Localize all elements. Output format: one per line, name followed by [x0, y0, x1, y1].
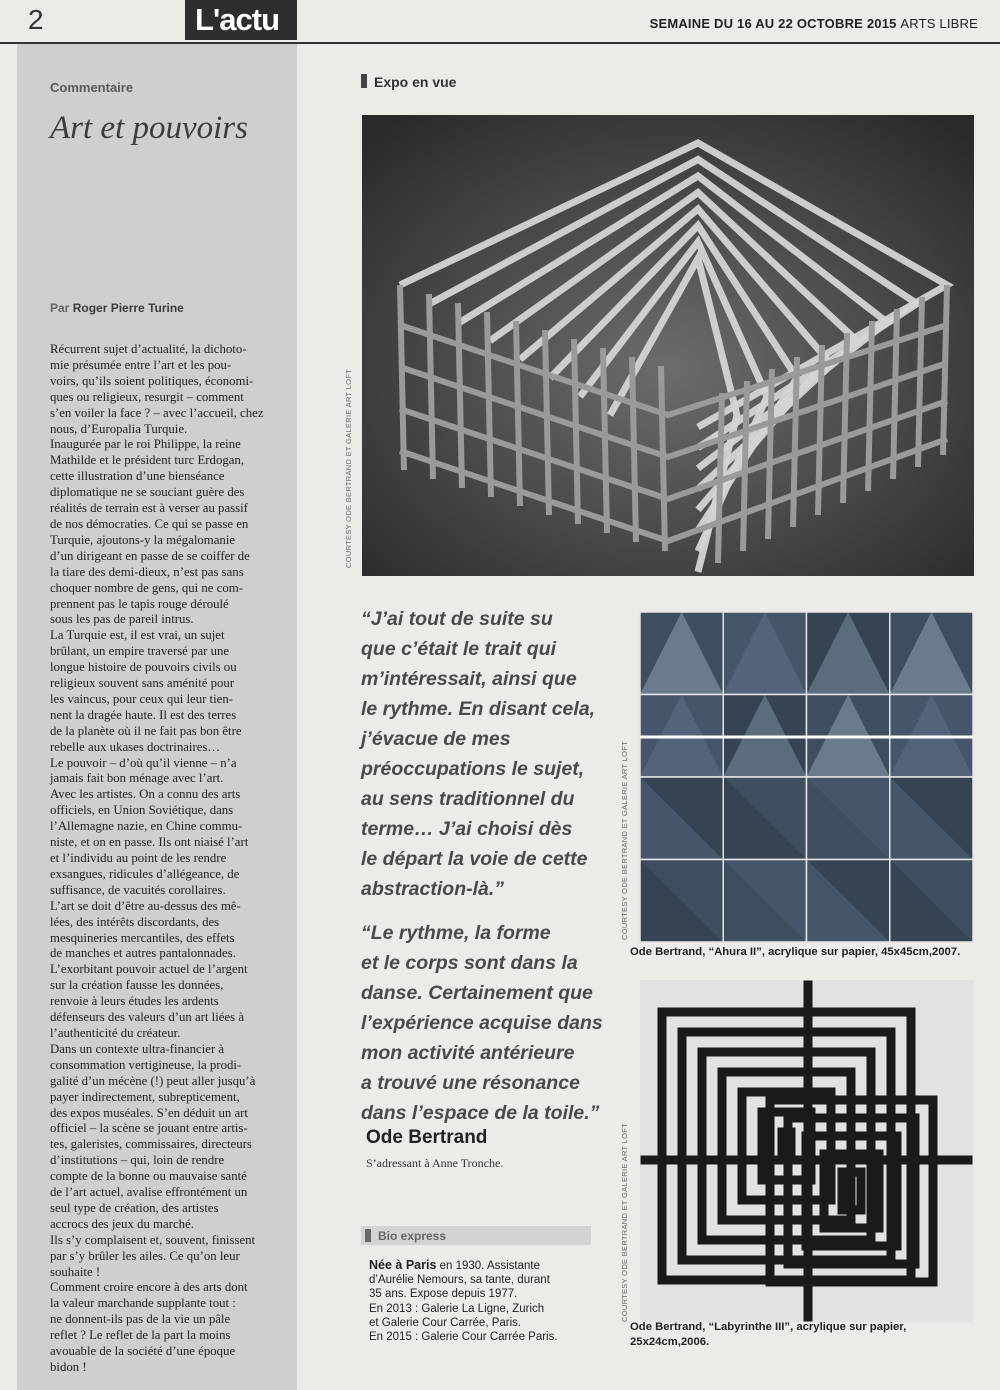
body-line: ne donnent-ils pas de la vie un pâle	[50, 1312, 231, 1327]
body-line: l’Allemagne nazie, en Chine commu-	[50, 819, 243, 834]
body-line: cette illustration d’une bienséance	[50, 469, 225, 484]
body-line: réalités de terrain est à verser au passif	[50, 501, 248, 516]
body-line: d’un dirigeant en passe de se coiffer de	[50, 548, 250, 563]
body-line: exsangues, ridicules d’allégeance, de	[50, 866, 240, 881]
sculpture-photo	[362, 115, 974, 576]
body-line: diplomatique ne se souciant guère des	[50, 485, 245, 500]
body-line: tes, galeristes, commissaires, directeurs	[50, 1137, 252, 1152]
body-line: rebelle aux ukases doctrinaires…	[50, 739, 221, 754]
body-line: voirs, qu’ils soient politiques, économi-	[50, 373, 254, 388]
body-line: l’authenticité du créateur.	[50, 1025, 181, 1040]
caption-line: 25x24cm,2006.	[630, 1336, 710, 1348]
painting-labyrinthe-iii	[640, 980, 973, 1322]
quote-one	[361, 604, 611, 904]
bio-line: d’Aurélie Nemours, sa tante, durant	[369, 1274, 550, 1287]
body-line: payer indirectement, subrepticement,	[50, 1089, 240, 1104]
body-line: s’en voiler la face ? – avec l’accueil, chez	[50, 405, 264, 420]
body-line: bidon !	[50, 1360, 87, 1374]
quote-line: que c’était le trait qui	[361, 638, 557, 660]
bio-line: et Galerie Cour Carrée, Paris.	[369, 1316, 522, 1329]
body-line: compte de la bonne ou mauvaise santé	[50, 1169, 247, 1184]
body-line: par s’y brûler les ailes. Ce qu’on leur	[50, 1248, 240, 1263]
painting-labyrinthe-caption	[630, 1320, 906, 1350]
sculpture-image	[362, 115, 974, 576]
quote-line: m’intéressait, ainsi que	[361, 668, 577, 690]
commentary-column	[17, 44, 297, 1390]
photo-credit: COURTESY ODE BERTRAND ET GALERIE ART LOFT	[620, 1122, 629, 1322]
expo-section-header	[361, 74, 456, 90]
body-line: Récurrent sujet d’actualité, la dichoto-	[50, 342, 247, 356]
page-number: 2	[28, 4, 44, 35]
quote-line: le rythme. En disant cela,	[361, 698, 596, 720]
body-line: galité d’un mécène (!) peut aller jusqu’à	[50, 1073, 256, 1088]
body-line: La Turquie est, il est vrai, un sujet	[50, 628, 225, 643]
body-line: souhaite !	[50, 1264, 101, 1279]
body-line: de manches et autres pantalonnades.	[50, 946, 236, 961]
body-line: longue histoire de pouvoirs civils ou	[50, 660, 237, 675]
body-line: religieux souvent sans aménité pour	[50, 676, 235, 691]
section-tab	[185, 0, 297, 40]
body-line: sur la création fausse les données,	[50, 978, 224, 993]
quote-line: a trouvé une résonance	[361, 1072, 580, 1094]
byline	[50, 301, 184, 315]
quote-line: au sens traditionnel du	[361, 788, 575, 810]
painting-ahura-image	[640, 612, 973, 942]
bio-line: 35 ans. Expose depuis 1977.	[369, 1288, 518, 1301]
body-line: officiels, en Union Soviétique, dans	[50, 803, 234, 818]
body-line: et l’individu au point de les rendre	[50, 851, 227, 865]
quote-two	[361, 918, 611, 1128]
body-line: choquer nombre de gens, qui ne com-	[50, 580, 243, 595]
body-line: Avec les artistes. On a connu des arts	[50, 787, 241, 802]
body-line: défenseurs des valeurs d’un art liées à	[50, 1010, 245, 1025]
quote-addressee: S’adressant à Anne Tronche.	[366, 1156, 504, 1170]
body-line: les vaincus, pour ceux qui leur tien-	[50, 691, 234, 706]
bio-line	[369, 1258, 594, 1273]
body-line: de la planète où il ne fait pas bon être	[50, 723, 242, 738]
photo-credit: COURTESY ODE BERTRAND ET GALERIE ART LOFT	[344, 368, 353, 568]
quote-line: “J’ai tout de suite su	[361, 608, 553, 630]
edition-date: SEMAINE DU 16 AU 22 OCTOBRE 2015	[649, 16, 897, 31]
quote-line: j’évacue de mes	[361, 728, 511, 750]
body-line: des expos muséales. S’en déduit un art	[50, 1105, 248, 1120]
body-line: reflet ? Le reflet de la part la moins	[50, 1328, 231, 1343]
body-line: consommation vertigineuse, la prodi-	[50, 1057, 242, 1072]
body-line: nent la dragée haute. Il est des terres	[50, 707, 237, 722]
section-marker-icon	[365, 1229, 371, 1242]
section-title: L'actu	[195, 2, 280, 37]
body-line: Dans un contexte ultra-financier à	[50, 1041, 225, 1056]
body-line: Ils s’y complaisent et, souvent, finissent	[50, 1232, 256, 1247]
caption-line: Ode Bertrand, “Labyrinthe III”, acrylique sur papier,	[630, 1321, 907, 1333]
photo-credit: COURTESY ODE BERTRAND ET GALERIE ART LOFT	[620, 740, 629, 940]
body-line: Turquie, ajoutons-y la mégalomanie	[50, 532, 236, 547]
body-line: brûlant, un empire traversé par une	[50, 644, 230, 659]
body-line: la tiare des demi-dieux, n’est pas sans	[50, 564, 244, 579]
bio-header	[361, 1226, 591, 1245]
body-line: niste, et on en passe. Ils ont niaisé l’art	[50, 835, 249, 850]
bio-line: En 2015 : Galerie Cour Carrée Paris.	[369, 1331, 558, 1344]
byline-name: Roger Pierre Turine	[72, 301, 184, 315]
body-line: L’exorbitant pouvoir actuel de l’argent	[50, 962, 248, 977]
page-header	[0, 0, 1000, 44]
quote-line: mon activité antérieure	[361, 1042, 575, 1064]
quote-line: “Le rythme, la forme	[361, 922, 551, 944]
bio-label: Bio express	[378, 1229, 447, 1243]
body-line: d’institutions – qui, loin de rendre	[50, 1153, 225, 1168]
body-line: officiel – la scène se jouant entre artis-	[50, 1121, 248, 1136]
painting-ahura-ii	[640, 612, 973, 942]
section-marker-icon	[361, 74, 367, 88]
body-line: prennent pas le tapis rouge déroulé	[50, 596, 229, 611]
bio-line-text: en 1930. Assistante	[436, 1260, 540, 1272]
expo-section-label: Expo en vue	[374, 74, 457, 90]
bio-born: Née à Paris	[369, 1258, 437, 1272]
painting-labyrinthe-image	[640, 980, 973, 1322]
body-line: Le pouvoir – d’où qu’il vienne – n’a	[50, 755, 237, 770]
quote-line: préoccupations le sujet,	[361, 758, 585, 780]
body-line: la valeur marchande supplante tout :	[50, 1296, 236, 1311]
quote-line: dans l’espace de la toile.”	[361, 1102, 600, 1124]
bio-line: En 2013 : Galerie La Ligne, Zurich	[369, 1302, 545, 1315]
body-line: mie présumée entre l’art et les pou-	[50, 357, 232, 372]
body-line: Mathilde et le président turc Erdogan,	[50, 453, 245, 468]
body-line: seul type de création, des artistes	[50, 1200, 219, 1215]
body-line: lées, des intérêts discordants, des	[50, 914, 220, 929]
commentary-title: Art et pouvoirs	[50, 110, 248, 146]
painting-ahura-caption: Ode Bertrand, “Ahura II”, acrylique sur papier, 45x45cm,2007.	[630, 946, 961, 958]
body-line: nous, d’Europalia Turquie.	[50, 421, 188, 436]
quote-author: Ode Bertrand	[366, 1127, 488, 1148]
bio-text	[369, 1258, 594, 1344]
commentary-body	[50, 342, 286, 1376]
quote-line: danse. Certainement que	[361, 982, 593, 1004]
body-line: ques ou religieux, resurgit – comment	[50, 389, 244, 404]
body-line: avouable de la société d’une époque	[50, 1344, 236, 1359]
edition-line	[650, 16, 978, 31]
commentary-kicker: Commentaire	[50, 80, 134, 95]
quote-line: l’expérience acquise dans	[361, 1012, 603, 1034]
body-line: mesquineries mercantiles, des effets	[50, 930, 235, 945]
byline-prefix: Par	[50, 301, 70, 315]
body-line: Inaugurée par le roi Philippe, la reine	[50, 437, 241, 452]
quote-line: le départ la voie de cette	[361, 848, 588, 870]
body-line: Comment croire encore à des arts dont	[50, 1280, 248, 1295]
body-line: de l’art actuel, avalise effrontément un	[50, 1185, 248, 1200]
body-line: de nos démocraties. Ce qui se passe en	[50, 516, 249, 531]
body-line: renvoie à leurs études les ardents	[50, 994, 219, 1009]
body-line: L’art se doit d’être au-dessus des mê-	[50, 898, 241, 913]
body-line: jamais fait bon ménage avec l’art.	[50, 771, 224, 786]
quote-line: terme… J’ai choisi dès	[361, 818, 573, 840]
body-line: sous les pas de pareil intrus.	[50, 612, 194, 627]
quote-line: abstraction-là.”	[361, 878, 505, 900]
publication-name: ARTS LIBRE	[900, 16, 978, 31]
quote-line: et le corps sont dans la	[361, 952, 578, 974]
body-line: suffisance, de vacuités corollaires.	[50, 882, 226, 897]
body-line: accrocs des jeux du marché.	[50, 1216, 194, 1231]
